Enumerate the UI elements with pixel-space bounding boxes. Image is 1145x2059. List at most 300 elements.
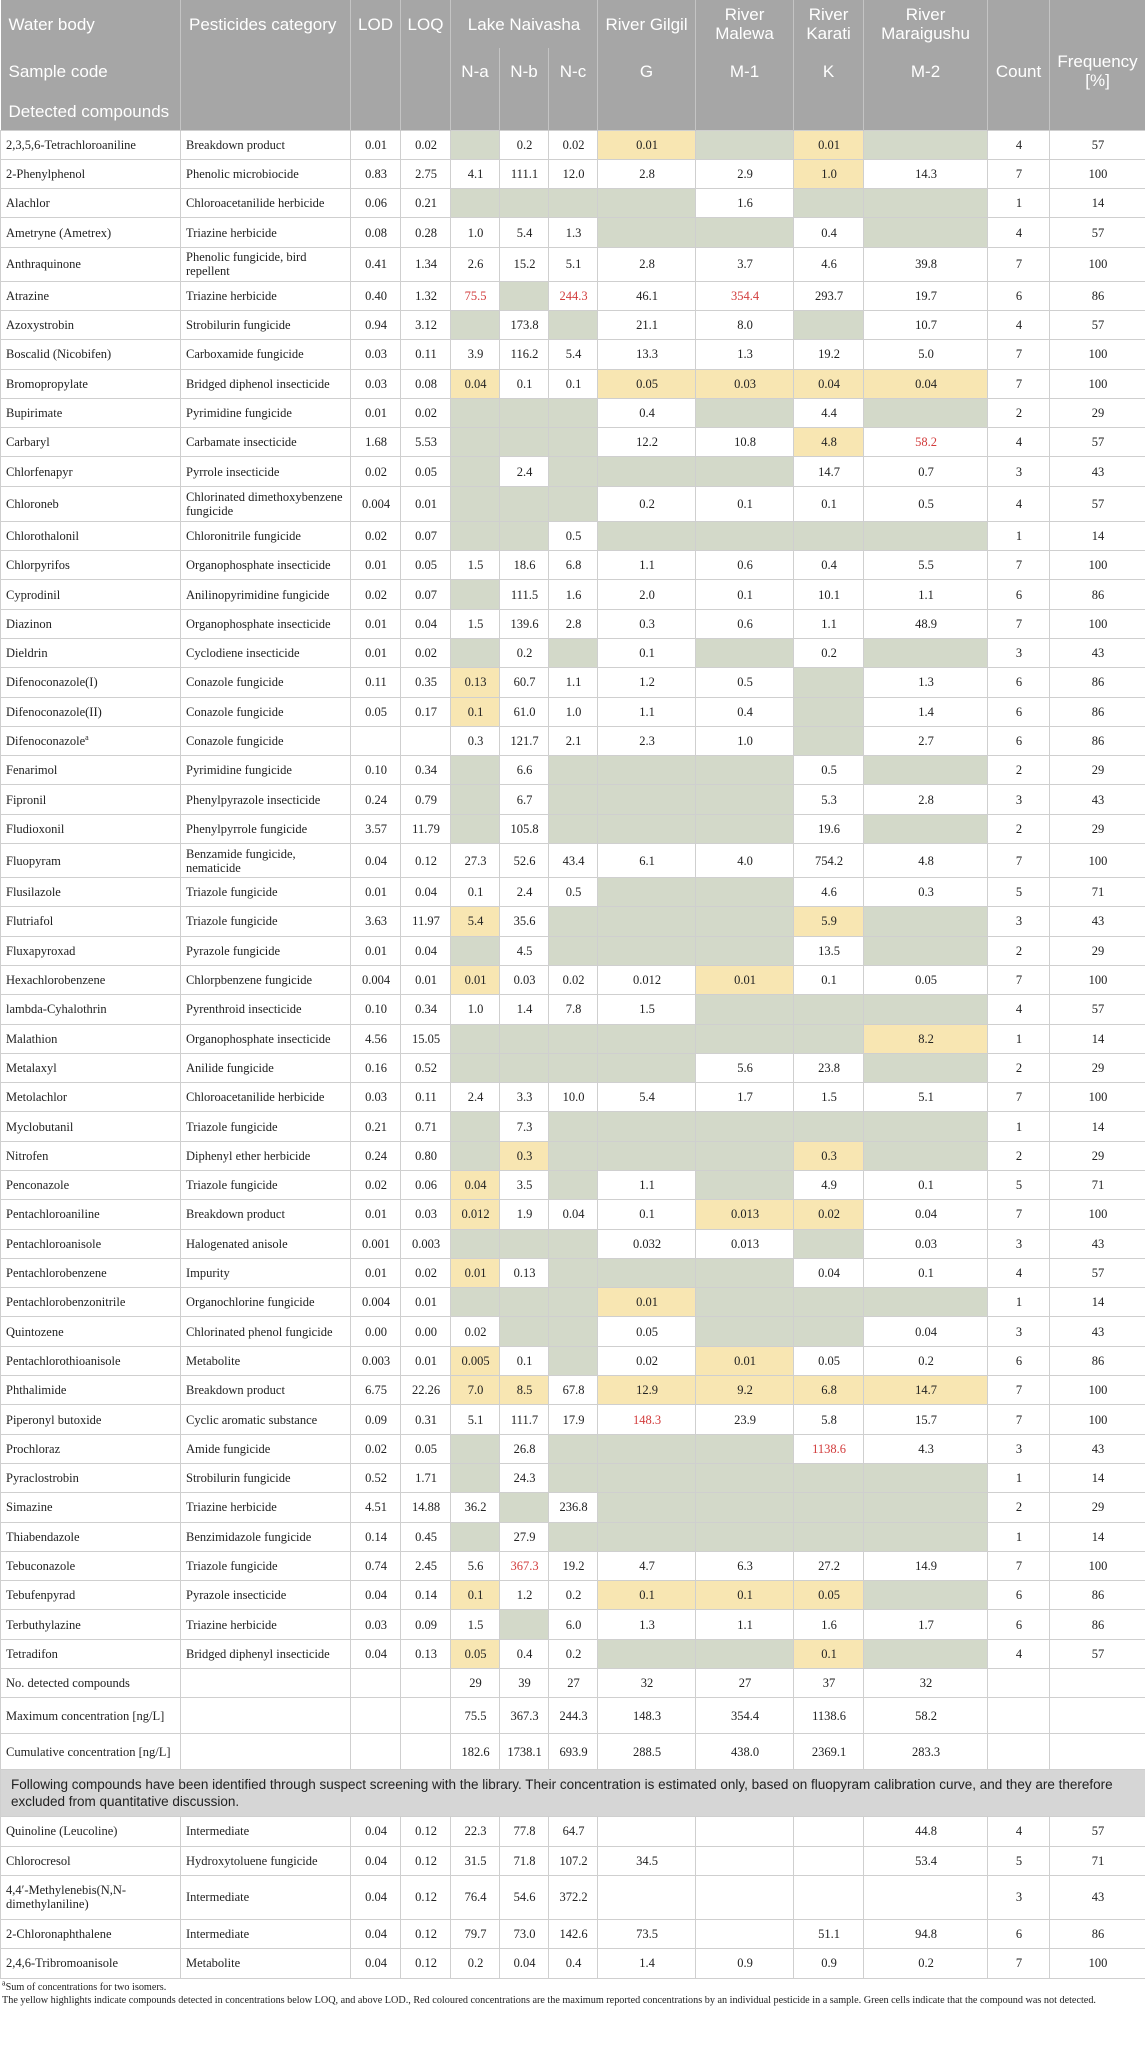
- concentration-cell: 1.7: [696, 1083, 794, 1112]
- compound-name: Tetradifon: [1, 1639, 181, 1668]
- concentration-cell: 0.02: [549, 965, 598, 994]
- concentration-cell: 5.4: [549, 340, 598, 369]
- concentration-cell: 0.2: [864, 1346, 988, 1375]
- concentration-cell: 4.8: [864, 844, 988, 878]
- lod-value: 0.01: [351, 1258, 401, 1287]
- lod-value: 0.40: [351, 281, 401, 310]
- compound-name: Pentachlorobenzene: [1, 1258, 181, 1287]
- frequency-value: 100: [1050, 159, 1145, 188]
- concentration-cell: 0.1: [696, 580, 794, 609]
- lod-value: 0.24: [351, 785, 401, 814]
- concentration-cell: 12.9: [598, 1376, 696, 1405]
- concentration-cell: [696, 638, 794, 667]
- concentration-cell: 19.6: [794, 814, 864, 843]
- compound-name: Fludioxonil: [1, 814, 181, 843]
- frequency-value: 71: [1050, 878, 1145, 907]
- rows-row: [1, 551, 1145, 580]
- rows-row: [1, 247, 1145, 281]
- count-value: 7: [988, 1083, 1050, 1112]
- count-value: 1: [988, 1112, 1050, 1141]
- concentration-cell: 1.1: [864, 580, 988, 609]
- compound-name: Azoxystrobin: [1, 310, 181, 339]
- header-water-body: Water body: [1, 0, 181, 48]
- concentration-cell: 14.3: [864, 159, 988, 188]
- compound-name: Cyprodinil: [1, 580, 181, 609]
- concentration-cell: 10.1: [794, 580, 864, 609]
- concentration-cell: 32: [864, 1669, 988, 1698]
- concentration-cell: 64.7: [549, 1817, 598, 1846]
- compound-name: Thiabendazole: [1, 1522, 181, 1551]
- concentration-cell: 15.2: [500, 247, 549, 281]
- count-value: 5: [988, 1171, 1050, 1200]
- lod-value: 0.41: [351, 247, 401, 281]
- concentration-cell: 3.9: [451, 340, 500, 369]
- rows-row: [1, 965, 1145, 994]
- compound-category: Breakdown product: [181, 1200, 351, 1229]
- loq-value: 0.12: [401, 1919, 451, 1948]
- concentration-cell: 2.4: [500, 878, 549, 907]
- count-value: 4: [988, 995, 1050, 1024]
- rows-row: [1, 1112, 1145, 1141]
- concentration-cell: 0.013: [696, 1200, 794, 1229]
- compound-name: Hexachlorobenzene: [1, 965, 181, 994]
- rows-row: [1, 1610, 1145, 1639]
- concentration-cell: 12.2: [598, 428, 696, 457]
- concentration-cell: [549, 907, 598, 936]
- count-value: 7: [988, 551, 1050, 580]
- concentration-cell: [549, 1024, 598, 1053]
- compound-category: Organophosphate insecticide: [181, 1024, 351, 1053]
- count-value: 6: [988, 1581, 1050, 1610]
- concentration-cell: [500, 1053, 549, 1082]
- loq-value: 0.21: [401, 189, 451, 218]
- compound-name: Bromopropylate: [1, 369, 181, 398]
- concentration-cell: [864, 130, 988, 159]
- footnote-marker: a: [85, 732, 89, 742]
- count-value: [988, 1698, 1050, 1734]
- rows-row: [1, 1669, 1145, 1698]
- concentration-cell: 0.4: [598, 398, 696, 427]
- concentration-cell: [500, 521, 549, 550]
- lod-value: 1.68: [351, 428, 401, 457]
- compound-category: Phenolic microbiocide: [181, 159, 351, 188]
- concentration-cell: [598, 907, 696, 936]
- concentration-cell: [864, 936, 988, 965]
- concentration-cell: 173.8: [500, 310, 549, 339]
- concentration-cell: 14.9: [864, 1551, 988, 1580]
- concentration-cell: 0.1: [598, 1200, 696, 1229]
- concentration-cell: 0.4: [794, 218, 864, 247]
- concentration-cell: 75.5: [451, 281, 500, 310]
- concentration-cell: 4.8: [794, 428, 864, 457]
- concentration-cell: 0.5: [794, 756, 864, 785]
- loq-value: 0.02: [401, 398, 451, 427]
- compound-name: Pyraclostrobin: [1, 1463, 181, 1492]
- concentration-cell: 27.2: [794, 1551, 864, 1580]
- compound-name: Bupirimate: [1, 398, 181, 427]
- concentration-cell: 1.4: [598, 1949, 696, 1978]
- compound-category: Triazole fungicide: [181, 1551, 351, 1580]
- count-value: 7: [988, 844, 1050, 878]
- concentration-cell: 0.2: [451, 1949, 500, 1978]
- frequency-value: 29: [1050, 1141, 1145, 1170]
- lod-value: 0.03: [351, 1610, 401, 1639]
- concentration-cell: [451, 814, 500, 843]
- concentration-cell: [549, 785, 598, 814]
- concentration-cell: 17.9: [549, 1405, 598, 1434]
- concentration-cell: 4.7: [598, 1551, 696, 1580]
- concentration-cell: 0.3: [794, 1141, 864, 1170]
- concentration-cell: 5.0: [864, 340, 988, 369]
- concentration-cell: [451, 398, 500, 427]
- count-value: 3: [988, 1434, 1050, 1463]
- concentration-cell: 0.01: [598, 130, 696, 159]
- frequency-value: 86: [1050, 580, 1145, 609]
- concentration-cell: 0.013: [696, 1229, 794, 1258]
- concentration-cell: 2.6: [451, 247, 500, 281]
- concentration-cell: 0.02: [598, 1346, 696, 1375]
- concentration-cell: [794, 521, 864, 550]
- concentration-cell: 1.5: [794, 1083, 864, 1112]
- concentration-cell: 236.8: [549, 1493, 598, 1522]
- lod-value: 0.04: [351, 1817, 401, 1846]
- frequency-value: 100: [1050, 1083, 1145, 1112]
- concentration-cell: [549, 1522, 598, 1551]
- loq-value: 3.12: [401, 310, 451, 339]
- concentration-cell: 105.8: [500, 814, 549, 843]
- concentration-cell: 76.4: [451, 1875, 500, 1919]
- concentration-cell: 288.5: [598, 1734, 696, 1770]
- concentration-cell: 8.0: [696, 310, 794, 339]
- concentration-cell: 0.4: [794, 551, 864, 580]
- concentration-cell: 5.1: [451, 1405, 500, 1434]
- concentration-cell: [864, 638, 988, 667]
- header-river-karati: River Karati: [794, 0, 864, 48]
- concentration-cell: 1138.6: [794, 1434, 864, 1463]
- concentration-cell: [598, 521, 696, 550]
- compound-category: Benzimidazole fungicide: [181, 1522, 351, 1551]
- frequency-value: 29: [1050, 936, 1145, 965]
- concentration-cell: 27.9: [500, 1522, 549, 1551]
- concentration-cell: [549, 1141, 598, 1170]
- lod-value: [351, 726, 401, 755]
- rows-row: [1, 580, 1145, 609]
- concentration-cell: [696, 457, 794, 486]
- compound-category: Cyclodiene insecticide: [181, 638, 351, 667]
- concentration-cell: [549, 814, 598, 843]
- lod-value: 0.04: [351, 1875, 401, 1919]
- frequency-value: 57: [1050, 486, 1145, 521]
- frequency-value: 100: [1050, 1551, 1145, 1580]
- frequency-value: 14: [1050, 1463, 1145, 1492]
- compound-name: Pentachloroanisole: [1, 1229, 181, 1258]
- concentration-cell: [794, 310, 864, 339]
- concentration-cell: 0.05: [598, 369, 696, 398]
- concentration-cell: 1.6: [794, 1610, 864, 1639]
- concentration-cell: 0.05: [451, 1639, 500, 1668]
- concentration-cell: 0.3: [598, 609, 696, 638]
- compound-name: Fluopyram: [1, 844, 181, 878]
- concentration-cell: 7.3: [500, 1112, 549, 1141]
- concentration-cell: 0.2: [549, 1581, 598, 1610]
- concentration-cell: [451, 486, 500, 521]
- compound-name: Carbaryl: [1, 428, 181, 457]
- compound-category: Chlorpbenzene fungicide: [181, 965, 351, 994]
- footnote-a: [2, 1978, 1143, 1994]
- concentration-cell: [696, 756, 794, 785]
- loq-value: 1.71: [401, 1463, 451, 1492]
- lod-value: 0.01: [351, 609, 401, 638]
- concentration-cell: 1.1: [598, 1171, 696, 1200]
- frequency-value: 57: [1050, 1258, 1145, 1287]
- concentration-cell: 5.9: [794, 907, 864, 936]
- concentration-cell: 23.8: [794, 1053, 864, 1082]
- concentration-cell: [598, 936, 696, 965]
- rows-row: [1, 1229, 1145, 1258]
- concentration-cell: [549, 1258, 598, 1287]
- compound-name: Difenoconazole$^a$: [1, 726, 181, 755]
- lod-value: 0.14: [351, 1522, 401, 1551]
- concentration-cell: 244.3: [549, 281, 598, 310]
- compound-category: Breakdown product: [181, 130, 351, 159]
- concentration-cell: [864, 1522, 988, 1551]
- concentration-cell: 0.02: [549, 130, 598, 159]
- concentration-cell: [451, 1229, 500, 1258]
- concentration-cell: 293.7: [794, 281, 864, 310]
- concentration-cell: 0.2: [864, 1949, 988, 1978]
- concentration-cell: 283.3: [864, 1734, 988, 1770]
- concentration-cell: [696, 1141, 794, 1170]
- concentration-cell: [549, 310, 598, 339]
- compound-name: Dieldrin: [1, 638, 181, 667]
- concentration-cell: [500, 1024, 549, 1053]
- lod-value: 0.004: [351, 486, 401, 521]
- concentration-cell: [696, 1875, 794, 1919]
- loq-value: 0.03: [401, 1200, 451, 1229]
- concentration-cell: 2.8: [549, 609, 598, 638]
- concentration-cell: [451, 1024, 500, 1053]
- concentration-cell: 1.5: [598, 995, 696, 1024]
- lod-value: 0.04: [351, 1949, 401, 1978]
- concentration-cell: [696, 130, 794, 159]
- concentration-cell: [500, 281, 549, 310]
- compound-name: Fluxapyroxad: [1, 936, 181, 965]
- compound-category: Triazine herbicide: [181, 1493, 351, 1522]
- concentration-cell: [549, 638, 598, 667]
- compound-name: 2,4,6-Tribromoanisole: [1, 1949, 181, 1978]
- concentration-cell: [696, 1024, 794, 1053]
- concentration-cell: 1738.1: [500, 1734, 549, 1770]
- rows-row: [1, 995, 1145, 1024]
- lod-value: 0.83: [351, 159, 401, 188]
- concentration-cell: [864, 1053, 988, 1082]
- loq-value: 1.32: [401, 281, 451, 310]
- rows-row: [1, 457, 1145, 486]
- loq-value: 0.52: [401, 1053, 451, 1082]
- loq-value: 0.80: [401, 1141, 451, 1170]
- suspect_rows-row: [1, 1949, 1145, 1978]
- concentration-cell: [451, 521, 500, 550]
- count-value: 2: [988, 756, 1050, 785]
- concentration-cell: 354.4: [696, 1698, 794, 1734]
- concentration-cell: [696, 785, 794, 814]
- concentration-cell: 0.02: [451, 1317, 500, 1346]
- concentration-cell: 43.4: [549, 844, 598, 878]
- compound-category: Triazole fungicide: [181, 1171, 351, 1200]
- rows-row: [1, 878, 1145, 907]
- concentration-cell: 0.4: [696, 697, 794, 726]
- concentration-cell: 2.0: [598, 580, 696, 609]
- compound-name: Chlorocresol: [1, 1846, 181, 1875]
- compound-name: Malathion: [1, 1024, 181, 1053]
- concentration-cell: 0.4: [549, 1949, 598, 1978]
- concentration-cell: [500, 1493, 549, 1522]
- concentration-cell: [451, 130, 500, 159]
- concentration-cell: 18.6: [500, 551, 549, 580]
- concentration-cell: 27.3: [451, 844, 500, 878]
- rows-row: [1, 1551, 1145, 1580]
- compound-name: Flutriafol: [1, 907, 181, 936]
- loq-value: 0.06: [401, 1171, 451, 1200]
- concentration-cell: 23.9: [696, 1405, 794, 1434]
- frequency-value: 100: [1050, 1376, 1145, 1405]
- compound-category: Carbamate insecticide: [181, 428, 351, 457]
- compound-name: Simazine: [1, 1493, 181, 1522]
- concentration-cell: 3.5: [500, 1171, 549, 1200]
- frequency-value: 43: [1050, 1434, 1145, 1463]
- concentration-cell: 52.6: [500, 844, 549, 878]
- loq-value: 0.01: [401, 1288, 451, 1317]
- concentration-cell: 1.7: [864, 1610, 988, 1639]
- lod-value: 0.06: [351, 189, 401, 218]
- concentration-cell: [451, 457, 500, 486]
- concentration-cell: [864, 1141, 988, 1170]
- compound-category: Triazole fungicide: [181, 878, 351, 907]
- concentration-cell: 0.5: [549, 521, 598, 550]
- concentration-cell: 36.2: [451, 1493, 500, 1522]
- concentration-cell: 0.3: [500, 1141, 549, 1170]
- compound-category: Anilide fungicide: [181, 1053, 351, 1082]
- rows-row: [1, 1434, 1145, 1463]
- rows-row: [1, 785, 1145, 814]
- count-value: 7: [988, 609, 1050, 638]
- loq-value: 5.53: [401, 428, 451, 457]
- count-value: 6: [988, 580, 1050, 609]
- lod-value: [351, 1698, 401, 1734]
- concentration-cell: 0.1: [451, 878, 500, 907]
- concentration-cell: [451, 1112, 500, 1141]
- concentration-cell: 0.2: [598, 486, 696, 521]
- concentration-cell: 2.9: [696, 159, 794, 188]
- concentration-cell: [451, 756, 500, 785]
- header-pesticides-category: Pesticides category: [181, 0, 351, 48]
- concentration-cell: [864, 907, 988, 936]
- concentration-cell: 0.1: [598, 638, 696, 667]
- concentration-cell: 0.5: [864, 486, 988, 521]
- concentration-cell: 0.01: [451, 965, 500, 994]
- compound-name: Diazinon: [1, 609, 181, 638]
- count-value: 6: [988, 1919, 1050, 1948]
- compound-name: Myclobutanil: [1, 1112, 181, 1141]
- concentration-cell: [451, 936, 500, 965]
- rows-row: [1, 281, 1145, 310]
- frequency-value: 43: [1050, 638, 1145, 667]
- concentration-cell: [696, 907, 794, 936]
- compound-category: Chlorinated dimethoxybenzene fungicide: [181, 486, 351, 521]
- frequency-value: 43: [1050, 907, 1145, 936]
- rows-row: [1, 1639, 1145, 1668]
- count-value: 5: [988, 1846, 1050, 1875]
- concentration-cell: 0.05: [598, 1317, 696, 1346]
- concentration-cell: 61.0: [500, 697, 549, 726]
- frequency-value: 29: [1050, 756, 1145, 785]
- concentration-cell: [794, 1112, 864, 1141]
- concentration-cell: [451, 785, 500, 814]
- count-value: 4: [988, 486, 1050, 521]
- compound-name: Penconazole: [1, 1171, 181, 1200]
- compound-category: Impurity: [181, 1258, 351, 1287]
- concentration-cell: [598, 1141, 696, 1170]
- concentration-cell: 4.1: [451, 159, 500, 188]
- compound-name: Prochloraz: [1, 1434, 181, 1463]
- concentration-cell: 10.7: [864, 310, 988, 339]
- suspect_rows-row: [1, 1875, 1145, 1919]
- concentration-cell: [549, 1229, 598, 1258]
- concentration-cell: [500, 1288, 549, 1317]
- concentration-cell: 0.2: [500, 638, 549, 667]
- concentration-cell: [549, 756, 598, 785]
- footnotes: [0, 1979, 1145, 2007]
- loq-value: 22.26: [401, 1376, 451, 1405]
- header-code-g: G: [598, 48, 696, 94]
- concentration-cell: 0.04: [500, 1949, 549, 1978]
- concentration-cell: 73.5: [598, 1919, 696, 1948]
- concentration-cell: [598, 785, 696, 814]
- concentration-cell: 1.3: [598, 1610, 696, 1639]
- concentration-cell: 1.1: [598, 697, 696, 726]
- loq-value: 0.02: [401, 130, 451, 159]
- concentration-cell: 79.7: [451, 1919, 500, 1948]
- loq-value: 0.11: [401, 340, 451, 369]
- frequency-value: 57: [1050, 218, 1145, 247]
- concentration-cell: [500, 1610, 549, 1639]
- compound-name: Phthalimide: [1, 1376, 181, 1405]
- loq-value: [401, 1734, 451, 1770]
- compound-name: Quintozene: [1, 1317, 181, 1346]
- concentration-cell: 0.1: [696, 486, 794, 521]
- loq-value: 0.34: [401, 995, 451, 1024]
- concentration-cell: [696, 995, 794, 1024]
- concentration-cell: 0.1: [451, 1581, 500, 1610]
- lod-value: 0.01: [351, 936, 401, 965]
- count-value: 4: [988, 1817, 1050, 1846]
- concentration-cell: 5.6: [451, 1551, 500, 1580]
- loq-value: 0.01: [401, 486, 451, 521]
- lod-value: 0.02: [351, 457, 401, 486]
- concentration-cell: [549, 1112, 598, 1141]
- concentration-cell: [598, 1639, 696, 1668]
- concentration-cell: 5.4: [451, 907, 500, 936]
- concentration-cell: [598, 218, 696, 247]
- frequency-value: 100: [1050, 551, 1145, 580]
- count-value: 2: [988, 1493, 1050, 1522]
- concentration-cell: [500, 398, 549, 427]
- concentration-cell: 367.3: [500, 1698, 549, 1734]
- lod-value: 0.01: [351, 638, 401, 667]
- loq-value: [401, 1669, 451, 1698]
- compound-category: [181, 1698, 351, 1734]
- lod-value: 0.10: [351, 756, 401, 785]
